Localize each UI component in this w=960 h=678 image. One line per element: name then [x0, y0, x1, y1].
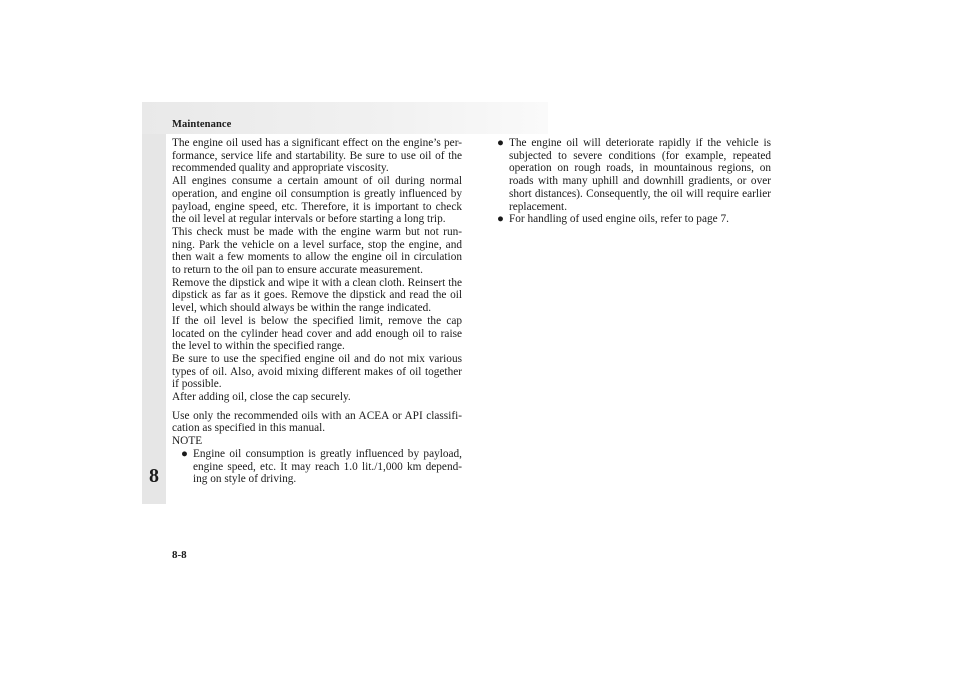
- note-label: NOTE: [172, 435, 203, 448]
- bullet-icon: ●: [181, 447, 188, 460]
- paragraph: This check must be made with the engine warm but not run-ning. Park the vehicle on a level surface, stop the engine, and then wait a few moments to allow the engine oil in circulation to return to the oil pan to ensure accurate measurement.: [172, 225, 462, 277]
- paragraph: If the oil level is below the specified limit, remove the cap located on the cylinder head cover and add enough oil to raise the level to within the specified range.: [172, 314, 462, 353]
- bullet-icon: ●: [497, 213, 504, 226]
- paragraph: The engine oil used has a significant effect on the engine’s per-formance, service life and startability. Be sure to use oil of the recommended quality and appropriate viscosity.: [172, 137, 462, 175]
- bullet-text: For handling of used engine oils, refer to page 7.: [509, 213, 729, 226]
- section-title: Maintenance: [172, 119, 232, 130]
- note-list: [172, 448, 462, 486]
- note-bullet-item: [181, 448, 462, 486]
- paragraph: Be sure to use the specified engine oil and do not mix various types of oil. Also, avoid mixing different makes of oil together if possible.: [172, 352, 462, 391]
- bullet-text: The engine oil will deteriorate rapidly if the vehicle is subjected to severe conditions (for example, repeated operation on rough roads, in mountainous regions, on roads with many uphill and downhill gradients, or over short distances). Consequently, the oil will require earlier replacement.: [509, 137, 771, 213]
- chapter-tab: [142, 134, 166, 504]
- paragraph: After adding oil, close the cap securely.: [172, 391, 351, 404]
- paragraph: All engines consume a certain amount of oil during normal operation, and engine oil consumption is greatly influenced by payload, engine speed, etc. Therefore, it is important to check the oil level at regular intervals or before starting a long trip.: [172, 175, 462, 226]
- chapter-number: 8: [149, 465, 159, 487]
- paragraph: Use only the recommended oils with an ACEA or API classifi-cation as specified in this manual.: [172, 409, 462, 435]
- bullet-item: [497, 137, 771, 213]
- paragraph: Remove the dipstick and wipe it with a clean cloth. Reinsert the dipstick as far as it goes. Remove the dipstick and read the oil level, which should always be within the range indicated.: [172, 276, 462, 315]
- page-number: 8-8: [172, 549, 187, 561]
- left-column: [172, 137, 462, 486]
- right-column: [497, 137, 771, 226]
- bullet-item: [497, 213, 771, 226]
- bullet-icon: ●: [497, 137, 504, 149]
- note-bullet-text: Engine oil consumption is greatly influenced by payload, engine speed, etc. It may reach 1.0 lit./1,000 km depend-ing on style of driving.: [193, 447, 462, 486]
